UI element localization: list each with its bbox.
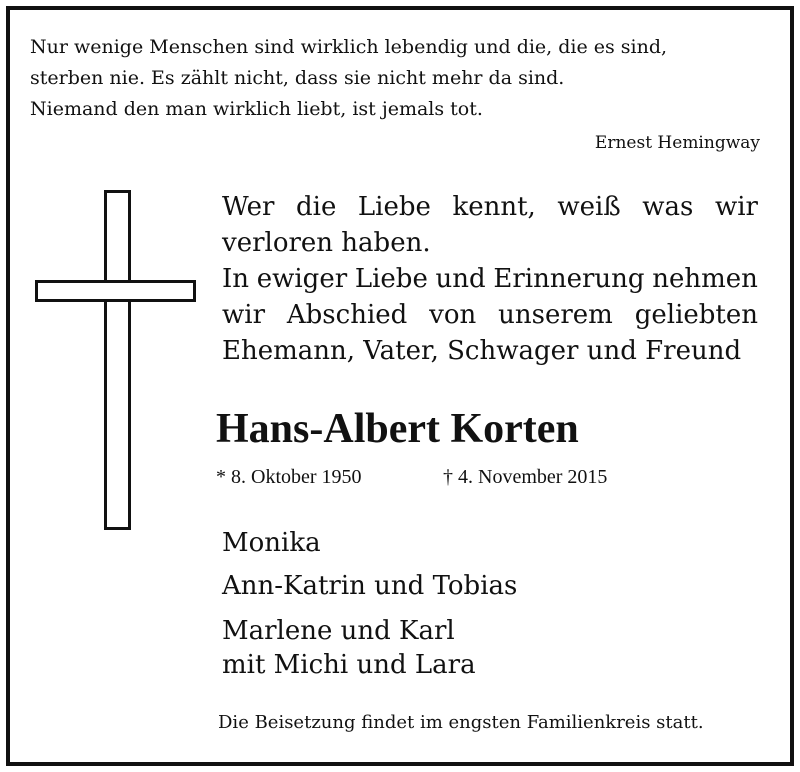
cross-joint: [107, 283, 128, 299]
word: nehmen: [652, 264, 758, 294]
death-date: † 4. November 2015: [443, 466, 608, 488]
mourner-line: Monika: [222, 528, 321, 558]
word: von: [429, 300, 477, 330]
intro-line-5: Ehemann, Vater, Schwager und Freund: [222, 336, 742, 366]
burial-note: Die Beisetzung findet im engsten Familienkreis statt.: [218, 712, 704, 733]
intro-line-3: [222, 261, 758, 297]
word: weiß: [557, 192, 621, 222]
birth-date: * 8. Oktober 1950: [216, 466, 362, 488]
quote-line: Nur wenige Menschen sind wirklich lebendig und die, die es sind,: [30, 36, 668, 58]
word: Wer: [222, 192, 275, 222]
word: Liebe: [357, 192, 431, 222]
word: Abschied: [286, 300, 408, 330]
word: ewiger: [256, 264, 348, 294]
word: kennt,: [452, 192, 536, 222]
quote-author: Ernest Hemingway: [594, 133, 760, 153]
deceased-name: Hans-Albert Korten: [216, 406, 579, 452]
word: unserem: [498, 300, 613, 330]
word: geliebten: [634, 300, 758, 330]
intro-line-2: verloren haben.: [222, 228, 431, 258]
word: Erinnerung: [493, 264, 645, 294]
word: wir: [714, 192, 758, 222]
word: wir: [222, 300, 265, 330]
mourner-line: mit Michi und Lara: [222, 650, 476, 680]
mourner-line: Marlene und Karl: [222, 616, 455, 646]
hemingway-quote: [30, 32, 667, 125]
intro-line-1: [222, 189, 758, 225]
word: In: [222, 264, 250, 294]
word: die: [295, 192, 337, 222]
intro-line-4: [222, 297, 758, 333]
quote-line: sterben nie. Es zählt nicht, dass sie nicht mehr da sind.: [30, 67, 565, 89]
quote-line: Niemand den man wirklich liebt, ist jemals tot.: [30, 98, 483, 120]
cross-vertical-beam: [104, 190, 131, 530]
intro-text: [222, 189, 758, 369]
word: Liebe: [354, 264, 428, 294]
word: was: [642, 192, 694, 222]
word: und: [435, 264, 486, 294]
mourner-line: Ann-Katrin und Tobias: [222, 571, 518, 601]
